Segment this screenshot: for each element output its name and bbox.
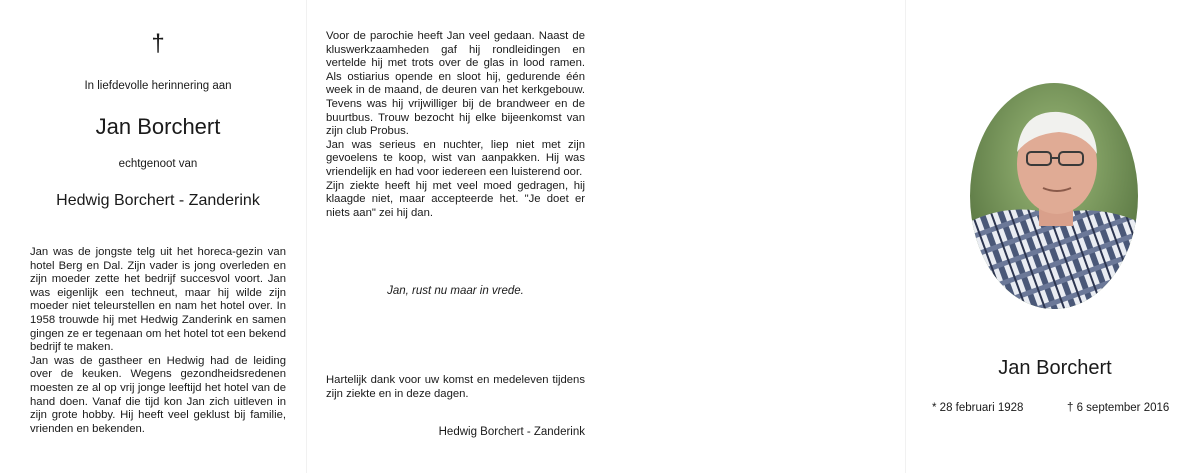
middle-paragraph: Jan was serieus en nuchter, liep niet met zijn gevoelens te koop, wist van aanpakken. Hij was vriendelijk en had voor iedereen een luisterend oor. — [326, 138, 585, 178]
fold-line — [306, 0, 307, 473]
middle-paragraph: Voor de parochie heeft Jan veel gedaan. Naast de kluswerkzaamheden gaf hij rondleidingen en vertelde hij met trots over de glas in lood ramen. Als ostiarius opende en sloot hij, gedurende één week in de maand, de deuren van het kerkgebouw. Tevens was hij vrijwilliger bij de brandweer en de buurtbus. Trouw bezocht hij elke bijeenkomst van zijn club Probus. — [326, 30, 585, 138]
motto: Jan, rust nu maar in vrede. — [387, 285, 524, 297]
middle-paragraph: Zijn ziekte heeft hij met veel moed gedragen, hij klaagde niet, maar accepteerde het. "Je doet er niets aan" zei hij dan. — [326, 179, 585, 219]
deceased-name: Jan Borchert — [95, 114, 221, 139]
deceased-name-right: Jan Borchert — [998, 357, 1112, 379]
spouse-of-text: echtgenoot van — [118, 158, 198, 170]
spouse-name: Hedwig Borchert - Zanderink — [56, 192, 260, 209]
portrait-photo-icon — [969, 82, 1139, 310]
cross-icon: † — [151, 30, 165, 57]
biography — [30, 246, 286, 436]
bio-paragraph: Jan was de gastheer en Hedwig had de leiding over de keuken. Wegens gezondheidsredenen moesten ze al op vrij jonge leeftijd het hotel van de hand doen. Vanaf die tijd kon Jan zich uitleven in zijn grote hobby. Hij heeft veel geklust bij familie, vrienden en bekenden. — [30, 354, 286, 435]
left-panel — [30, 30, 286, 436]
intro-text: In liefdevolle herinnering aan — [84, 80, 232, 92]
bio-paragraph: Jan was de jongste telg uit het horeca-gezin van hotel Berg en Dal. Zijn vader is jong overleden en zijn moeder zette het bedrijf succesvol voort. Jan was eigenlijk een techneut, maar hij wilde zijn moeder niet teleurstellen en nam het hotel over. In 1958 trouwde hij met Hedwig Zanderink en samen gingen ze er tegenaan om het hotel tot een bekend bedrijf te maken. — [30, 246, 286, 354]
thanks-text: Hartelijk dank voor uw komst en medeleven tijdens zijn ziekte en in deze dagen. — [326, 374, 585, 400]
death-date: † 6 september 2016 — [1067, 402, 1170, 414]
fold-line — [905, 0, 906, 473]
middle-panel — [326, 30, 585, 220]
middle-text — [326, 30, 585, 220]
birth-date: * 28 februari 1928 — [932, 402, 1024, 414]
signature: Hedwig Borchert - Zanderink — [438, 426, 585, 438]
